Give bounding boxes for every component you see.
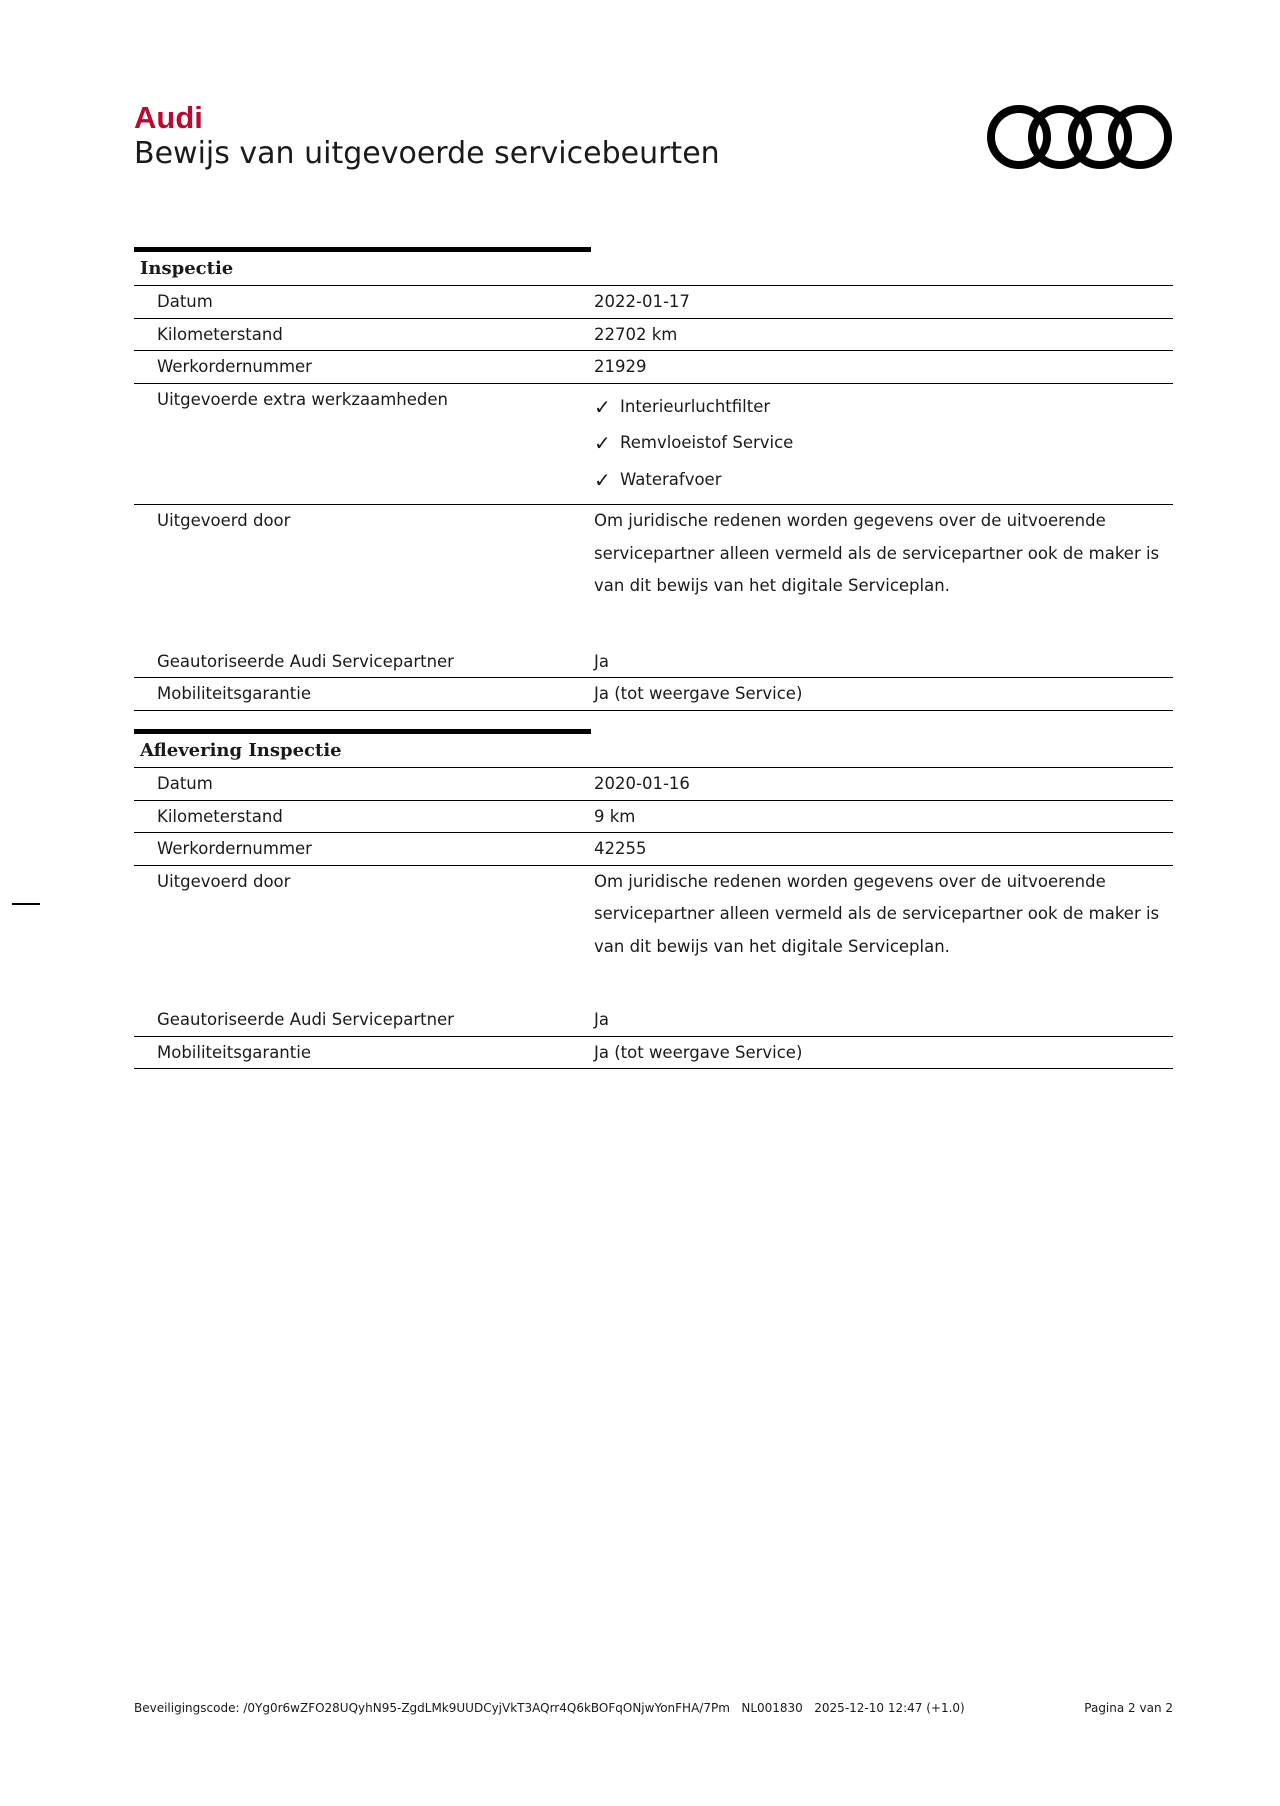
row-uitgevoerd-door	[134, 866, 1173, 1005]
document-header	[134, 100, 720, 174]
label-servicepartner: Geautoriseerde Audi Servicepartner	[157, 651, 454, 671]
value-datum: 2020-01-16	[594, 774, 690, 793]
section-title: Inspectie	[134, 252, 1173, 286]
row-kilometerstand	[134, 801, 1173, 834]
work-item-label: Interieurluchtfilter	[620, 396, 771, 416]
row-mobiliteitsgarantie	[134, 1037, 1173, 1070]
value-servicepartner: Ja	[594, 1010, 609, 1029]
value-uitgevoerd-door: Om juridische redenen worden gegevens over de uitvoerende servicepartner alleen vermeld als de servicepartner ook de maker is van dit bewijs van het digitale Serviceplan.	[594, 871, 1160, 956]
footer-left	[134, 1701, 965, 1715]
label-servicepartner: Geautoriseerde Audi Servicepartner	[157, 1010, 454, 1029]
checkmark-icon: ✓	[594, 431, 611, 455]
checkmark-icon: ✓	[594, 467, 611, 492]
checkmark-icon: ✓	[594, 394, 611, 419]
row-datum	[134, 768, 1173, 801]
label-uitgevoerd-door: Uitgevoerd door	[157, 871, 291, 891]
value-mobiliteitsgarantie: Ja (tot weergave Service)	[594, 684, 803, 703]
section-title: Aflevering Inspectie	[134, 734, 1173, 768]
fold-mark	[12, 903, 40, 905]
dealer-code: NL001830	[741, 1701, 803, 1715]
row-mobiliteitsgarantie	[134, 678, 1173, 711]
brand-name: Audi	[134, 100, 203, 135]
label-mobiliteitsgarantie: Mobiliteitsgarantie	[157, 1042, 311, 1062]
work-item-label: Remvloeistof Service	[620, 433, 794, 452]
label-datum: Datum	[157, 774, 213, 793]
list-item	[594, 425, 1173, 462]
value-servicepartner: Ja	[594, 651, 609, 671]
value-mobiliteitsgarantie: Ja (tot weergave Service)	[594, 1042, 803, 1062]
section-aflevering-inspectie	[134, 729, 1173, 1069]
document-footer	[134, 1701, 1173, 1715]
row-extra-werkzaamheden	[134, 384, 1173, 506]
label-kilometerstand: Kilometerstand	[157, 324, 283, 344]
value-uitgevoerd-door: Om juridische redenen worden gegevens over de uitvoerende servicepartner alleen vermeld als de servicepartner ook de maker is van dit bewijs van het digitale Serviceplan.	[594, 511, 1160, 595]
row-servicepartner	[134, 646, 1173, 679]
label-mobiliteitsgarantie: Mobiliteitsgarantie	[157, 684, 311, 703]
value-werkordernummer: 42255	[594, 839, 647, 858]
row-werkordernummer	[134, 351, 1173, 384]
value-kilometerstand: 9 km	[594, 806, 636, 826]
value-datum: 2022-01-17	[594, 292, 690, 311]
row-uitgevoerd-door	[134, 505, 1173, 646]
label-kilometerstand: Kilometerstand	[157, 806, 283, 826]
label-werkordernummer: Werkordernummer	[157, 357, 312, 376]
extra-werkzaamheden-list	[594, 384, 1173, 505]
audi-rings-logo-icon	[986, 104, 1172, 170]
row-servicepartner	[134, 1004, 1173, 1037]
print-timestamp: 2025-12-10 12:47 (+1.0)	[814, 1701, 965, 1715]
label-uitgevoerd-door: Uitgevoerd door	[157, 511, 291, 530]
list-item	[594, 462, 1173, 499]
row-kilometerstand	[134, 319, 1173, 352]
security-code: Beveiligingscode: /0Yg0r6wZFO28UQyhN95-ZgdLMk9UUDCyjVkT3AQrr4Q6kBOFqONjwYonFHA/7Pm	[134, 1701, 730, 1715]
list-item	[594, 389, 1173, 426]
page-number: Pagina 2 van 2	[1084, 1701, 1173, 1715]
value-kilometerstand: 22702 km	[594, 324, 678, 344]
row-werkordernummer	[134, 833, 1173, 866]
document-title: Bewijs van uitgevoerde servicebeurten	[134, 136, 720, 171]
section-inspectie	[134, 247, 1173, 711]
work-item-label: Waterafvoer	[620, 469, 722, 489]
row-datum	[134, 286, 1173, 319]
label-datum: Datum	[157, 292, 213, 311]
value-werkordernummer: 21929	[594, 357, 647, 376]
label-extra-werkzaamheden: Uitgevoerde extra werkzaamheden	[157, 389, 448, 409]
label-werkordernummer: Werkordernummer	[157, 839, 312, 858]
